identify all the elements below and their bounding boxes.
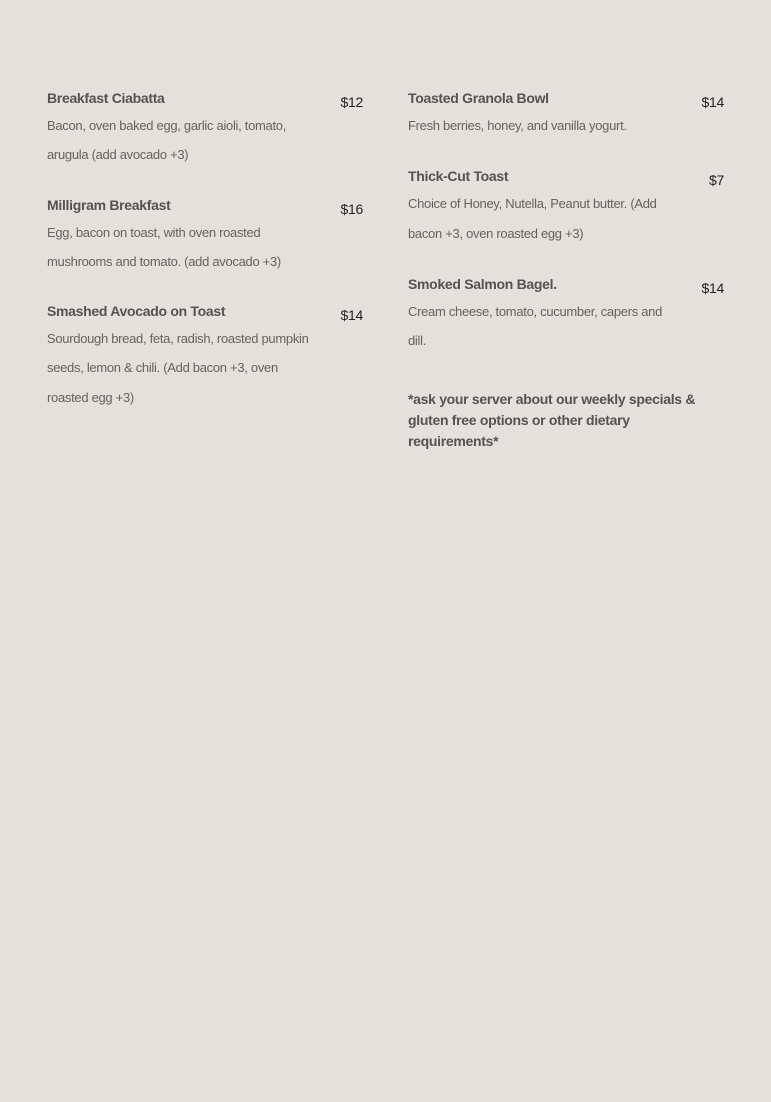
item-description: Bacon, oven baked egg, garlic aioli, tomato, arugula (add avocado +3)	[47, 118, 287, 163]
menu-column-right	[408, 88, 724, 452]
item-name: Breakfast Ciabatta	[47, 90, 165, 106]
item-description: Sourdough bread, feta, radish, roasted pumpkin seeds, lemon & chili. (Add bacon +3, oven roasted egg +3)	[47, 331, 309, 405]
menu-column-left	[47, 88, 363, 452]
item-price: $14	[701, 94, 724, 110]
item-price: $16	[340, 200, 363, 217]
menu-item	[408, 166, 724, 248]
dietary-note: *ask your server about our weekly specials & gluten free options or other dietary requirements*	[408, 391, 696, 450]
menu-item	[408, 88, 724, 140]
menu-item	[47, 88, 363, 170]
menu-item	[47, 301, 363, 412]
item-price: $14	[701, 279, 724, 296]
item-name: Smashed Avocado on Toast	[47, 303, 226, 320]
item-price: $12	[340, 94, 363, 110]
item-description: Choice of Honey, Nutella, Peanut butter. (Add bacon +3, oven roasted egg +3)	[408, 196, 657, 241]
item-name: Smoked Salmon Bagel.	[408, 275, 557, 292]
item-price: $14	[340, 307, 363, 324]
item-description: Egg, bacon on toast, with oven roasted mushrooms and tomato. (add avocado +3)	[47, 224, 281, 269]
menu	[47, 88, 724, 452]
item-description: Cream cheese, tomato, cucumber, capers and dill.	[408, 303, 663, 349]
item-price: $7	[709, 172, 724, 189]
item-name: Milligram Breakfast	[47, 196, 171, 213]
menu-item	[408, 274, 724, 356]
menu-item	[47, 195, 363, 277]
item-name: Toasted Granola Bowl	[408, 90, 549, 106]
item-description: Fresh berries, honey, and vanilla yogurt.	[408, 118, 627, 133]
item-name: Thick-Cut Toast	[408, 168, 509, 185]
